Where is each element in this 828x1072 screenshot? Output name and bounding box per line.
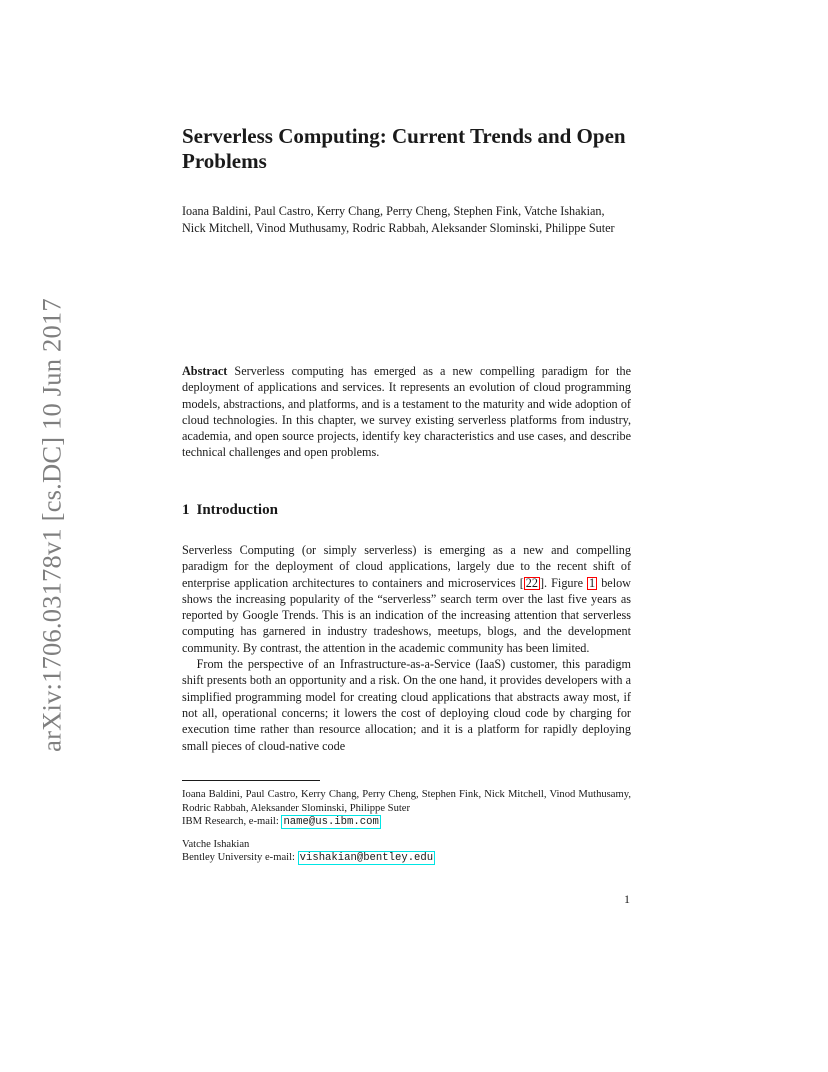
arxiv-identifier: arXiv:1706.03178v1 [cs.DC] 10 Jun 2017 [36, 298, 67, 752]
intro-text-segment: below shows the increasing popularity of the “serverless” search term over the last five years as reported by Google Trends. This is an indication of the increasing attention that serverless computing has garnered in industry tradeshows, meetups, blogs, and the development community. By contrast, the attention in the academic community has been limited. [182, 575, 631, 655]
abstract-text: Serverless computing has emerged as a new compelling paradigm for the deployment of applications and services. It represents an evolution of cloud programming models, abstractions, and platforms, and is a testament to the maturity and wide adoption of cloud technologies. In this chapter, we survey existing serverless platforms from industry, academia, and open source projects, identify key characteristics and use cases, and describe technical challenges and open problems. [182, 364, 631, 460]
intro-paragraph-2: From the perspective of an Infrastructure-as-a-Service (IaaS) customer, this paradigm shift presents both an opportunity and a risk. On the one hand, it provides developers with a simplified programming model for creating cloud applications that abstracts away most, if not all, operational concerns; it lowers the cost of deploying cloud code by charging for execution time rather than resource allocation; and it is a platform for rapidly deploying small pieces of cloud-native code [182, 657, 631, 753]
affiliation-text: Bentley University e-mail: [182, 852, 298, 863]
author-list: Ioana Baldini, Paul Castro, Kerry Chang, Perry Cheng, Stephen Fink, Vatche Ishakian, Nick Mitchell, Vinod Muthusamy, Rodric Rabbah, Aleksander Slominski, Philippe Suter [182, 204, 615, 235]
footnote [182, 788, 631, 866]
figure-link[interactable]: 1 [589, 575, 596, 590]
paper-title: Serverless Computing: Current Trends and Open Problems [182, 124, 626, 173]
footnote-ibm-affiliation [182, 815, 631, 830]
footnote-bentley-author: Vatche Ishakian [182, 838, 250, 850]
footnote-bentley-affiliation [182, 851, 631, 866]
intro-text-segment: Serverless Computing (or simply serverless) is emerging as a new and compelling paradigm for the deployment of cloud applications, largely due to the recent shift of enterprise application architectures to containers and microservices [ [182, 543, 631, 590]
citation-link[interactable]: 22 [525, 575, 538, 590]
section-title: Introduction [196, 502, 278, 518]
intro-text-segment: ]. Figure [539, 575, 588, 590]
page-number: 1 [624, 892, 630, 906]
abstract [182, 363, 631, 461]
affiliation-text: IBM Research, e-mail: [182, 816, 282, 827]
introduction-body [182, 542, 631, 754]
abstract-label: Abstract [182, 364, 228, 378]
section-heading-introduction [182, 502, 631, 519]
ibm-email-link[interactable]: name@us.ibm.com [283, 816, 379, 828]
footnote-ibm-authors: Ioana Baldini, Paul Castro, Kerry Chang, Perry Cheng, Stephen Fink, Nick Mitchell, Vinod Muthusamy, Rodric Rabbah, Aleksander Slominski, Philippe Suter [182, 789, 631, 814]
footnote-rule [182, 780, 320, 781]
intro-paragraph-1 [182, 542, 631, 656]
bentley-email-link[interactable]: vishakian@bentley.edu [299, 852, 434, 864]
section-number: 1 [182, 502, 190, 518]
